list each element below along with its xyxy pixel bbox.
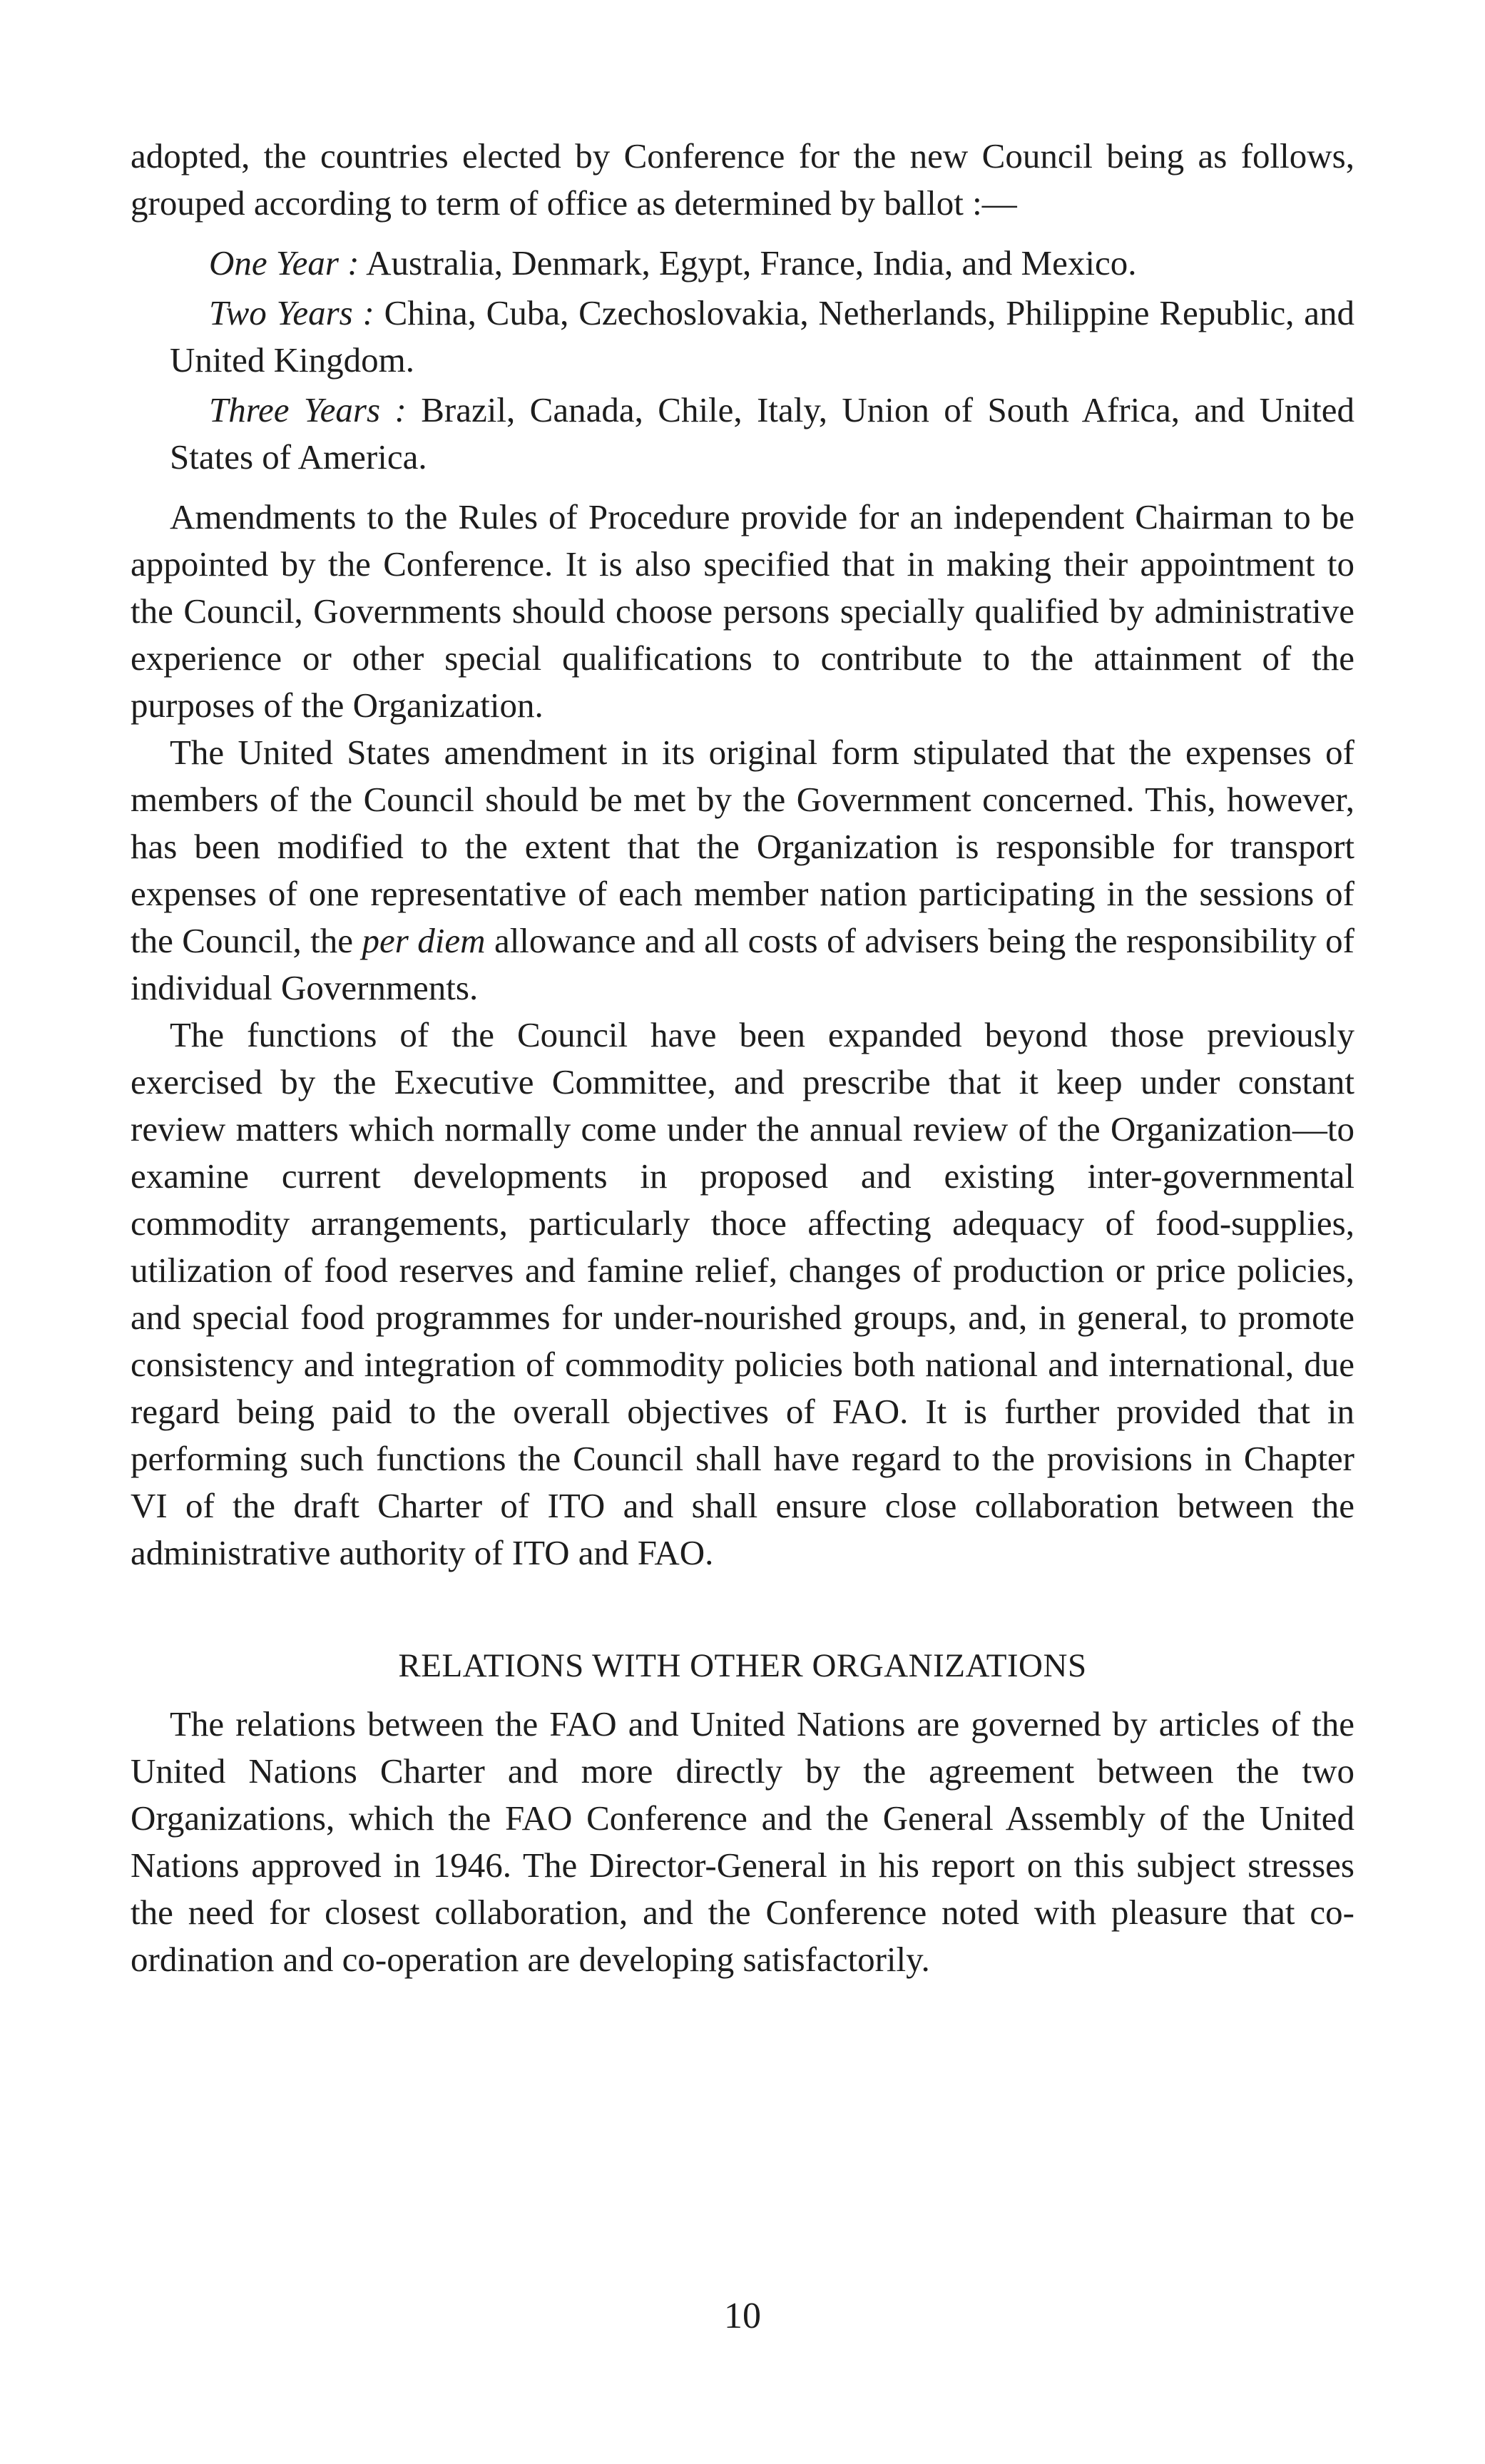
ballot-term-label: Two Years : — [209, 293, 374, 332]
ballot-group-three-years — [170, 387, 1354, 481]
relations-paragraph: The relations between the FAO and United Nations are governed by articles of the United Nations Charter and more directly by the agreement between the two Organizations, which the FAO Conference and the General Assembly of the United Nations approved in 1946. The Director-General in his report on this subject stresses the need for closest collaboration, and the Conference noted with pleasure that co-ordination and co-operation are developing satisfactorily. — [131, 1704, 1354, 1979]
intro-paragraph: adopted, the countries elected by Conference for the new Council being as follows, grouped according to term of office as determined by ballot :— — [131, 136, 1354, 223]
council-functions-paragraph: The functions of the Council have been expanded beyond those previously exercised by the Executive Committee, and prescribe that it keep under constant review matters which normally come under the annual review of the Organization—to examine current developments in proposed and existing inter-governmental commodity arrangements, particularly thoce affecting adequacy of food-supplies, utilization of food reserves and famine relief, changes of production or price policies, and special food programmes for under-nourished groups, and, in general, to promote consistency and integration of commodity policies both national and international, due regard being paid to the overall objectives of FAO. It is further provided that in performing such functions the Council shall have regard to the provisions in Chapter VI of the draft Charter of ITO and shall ensure close collaboration between the administrative authority of ITO and FAO. — [131, 1015, 1354, 1572]
page-number: 10 — [724, 2296, 761, 2336]
council-ballot-list — [131, 240, 1354, 481]
ballot-group-two-years — [170, 290, 1354, 384]
ballot-term-label: Three Years : — [209, 390, 407, 429]
ballot-country-list: China, Cuba, Czechoslovakia, Netherlands, Philippine Republic, and United Kingdom. — [170, 293, 1354, 380]
section-heading-relations: RELATIONS WITH OTHER ORGANIZATIONS — [398, 1647, 1087, 1684]
us-amendment-text-start: The United States amendment in its original form stipulated that the expenses of members of the Council should be met by the Government concerned. This, however, has been modified to the extent that the Organization is responsible for transport expenses of one representative of each member nation participating in the sessions of the Council, the — [131, 733, 1354, 960]
us-amendment-text-end: allowance and all costs of advisers being the responsibility of individual Governments. — [131, 921, 1354, 1007]
us-amendment-paragraph — [131, 729, 1354, 1012]
per-diem-term: per diem — [362, 921, 486, 960]
ballot-country-list: Australia, Denmark, Egypt, France, India, and Mexico. — [366, 243, 1137, 282]
ballot-group-one-year — [170, 240, 1354, 287]
amendments-paragraph: Amendments to the Rules of Procedure provide for an independent Chairman to be appointed by the Conference. It is also specified that in making their appointment to the Council, Governments should choose persons specially qualified by administrative experience or other special qualifications to contribute to the attainment of the purposes of the Organization. — [131, 497, 1354, 725]
ballot-term-label: One Year : — [209, 243, 359, 282]
ballot-country-list: Brazil, Canada, Chile, Italy, Union of South Africa, and United States of America. — [170, 390, 1354, 477]
page-body-text — [131, 133, 1354, 1983]
